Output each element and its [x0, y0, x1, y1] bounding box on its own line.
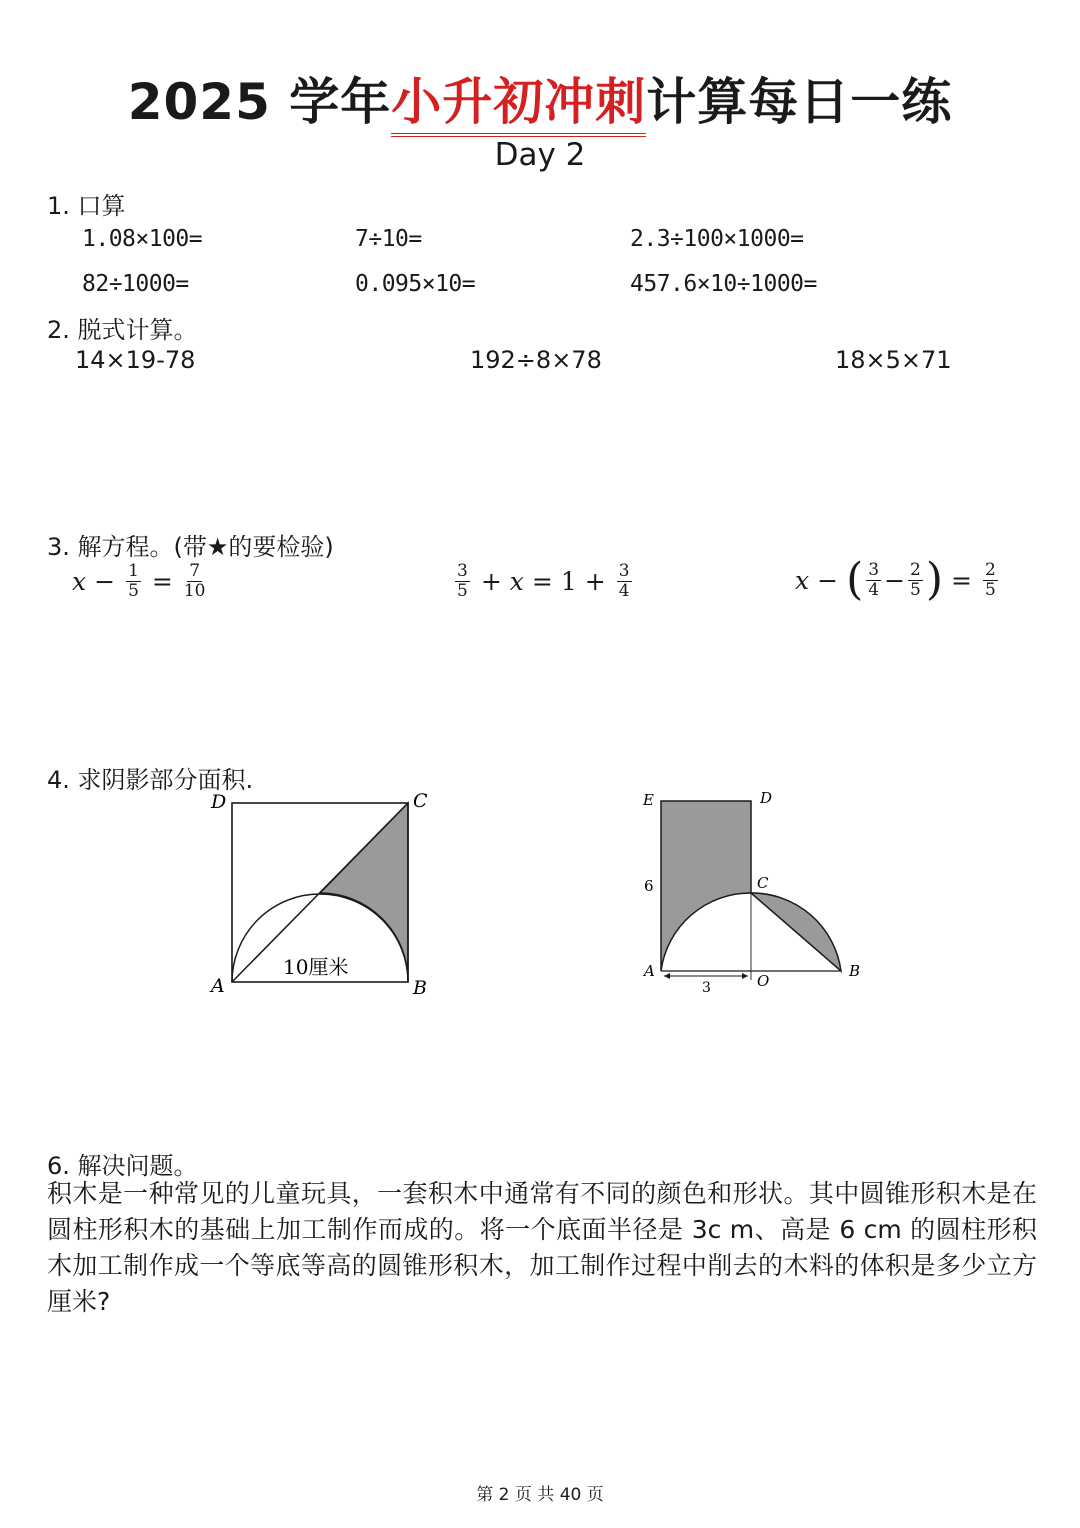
eq-variable: x [509, 567, 524, 596]
fraction [455, 562, 470, 601]
eq-operator: − [817, 565, 839, 595]
label-b: B [413, 977, 427, 999]
numerator: 3 [618, 561, 630, 581]
label-a: A [211, 975, 225, 997]
eq-variable: x [795, 565, 810, 595]
denominator: 10 [183, 581, 206, 601]
label-a: A [644, 962, 655, 980]
label-d: D [211, 791, 227, 813]
q1-heading: 1. 口算 [47, 192, 126, 220]
eq-operator: = [151, 567, 173, 596]
q2-heading: 2. 脱式计算。 [47, 316, 198, 344]
denominator: 5 [910, 579, 921, 600]
page-subtitle: Day 2 [494, 137, 586, 173]
page-number: 第 2 页 共 40 页 [476, 1485, 604, 1505]
eq-operator: − [884, 565, 906, 595]
q1-item: 0.095×10= [355, 271, 476, 297]
shaded-region-left [661, 801, 751, 971]
q1-item: 82÷1000= [82, 271, 189, 297]
eq-operator: = [951, 565, 972, 595]
eq-operator: + [584, 567, 606, 596]
q1-item: 457.6×10÷1000= [630, 271, 817, 297]
equation-3 [795, 554, 1001, 605]
title-prefix: 2025 学年 [127, 73, 392, 131]
denominator: 5 [128, 581, 139, 601]
fraction [866, 561, 881, 600]
eq-operator: − [94, 567, 116, 596]
page-title [0, 62, 1080, 134]
dimension-six: 6 [644, 877, 654, 895]
denominator: 4 [618, 581, 630, 601]
q2-item: 192÷8×78 [470, 346, 602, 374]
fraction [983, 561, 998, 600]
equation-2 [452, 562, 635, 601]
right-paren: ) [925, 554, 944, 605]
figure-rectangle-arcs [635, 785, 875, 1000]
q6-problem-text: 积木是一种常见的儿童玩具，一套积木中通常有不同的颜色和形状。其中圆锥形积木是在圆柱形积木的基础上加工制作而成的。将一个底面半径是 3c m、高是 6 cm 的圆柱形积木加工制作成一个等底等高的圆锥形积木，加工制作过程中削去的木料的体积是多少立方厘米? [47, 1179, 1037, 1316]
q3-heading: 3. 解方程。(带★的要检验) [47, 533, 334, 561]
q1-item: 1.08×100= [82, 226, 203, 252]
q2-item: 18×5×71 [835, 346, 952, 374]
figure-square-semicircle [205, 785, 445, 1000]
fraction [126, 562, 141, 601]
title-highlight: 小升初冲刺 [391, 73, 646, 137]
numerator: 2 [910, 559, 921, 580]
label-e: E [643, 791, 654, 809]
numerator: 2 [984, 559, 996, 580]
q1-item: 2.3÷100×1000= [630, 226, 804, 252]
q2-item: 14×19-78 [75, 346, 196, 374]
label-c: C [413, 790, 428, 812]
title-suffix: 计算每日一练 [646, 73, 953, 131]
eq-variable: x [72, 567, 87, 596]
label-b: B [849, 962, 861, 980]
eq-operator: = [531, 567, 553, 596]
fraction [617, 562, 632, 601]
denominator: 4 [868, 579, 880, 600]
numerator: 3 [457, 561, 468, 581]
label-d: D [760, 789, 773, 807]
eq-number: 1 [560, 567, 577, 596]
shaded-region-right [751, 893, 841, 971]
eq-operator: + [480, 567, 502, 596]
numerator: 3 [868, 559, 880, 580]
denominator: 5 [984, 579, 996, 600]
denominator: 5 [457, 581, 468, 601]
dimension-three: 3 [702, 980, 711, 996]
numerator: 7 [189, 561, 201, 581]
q1-item: 7÷10= [355, 226, 422, 252]
fraction [908, 561, 923, 600]
left-paren: ( [846, 554, 864, 605]
dimension-label: 10厘米 [283, 955, 349, 979]
q6-heading: 6. 解决问题。 [47, 1152, 198, 1180]
label-c: C [757, 874, 769, 892]
q4-heading: 4. 求阴影部分面积. [47, 766, 254, 794]
numerator: 1 [128, 561, 139, 581]
label-o: O [757, 972, 770, 990]
fraction [184, 562, 206, 601]
equation-1 [72, 562, 208, 601]
